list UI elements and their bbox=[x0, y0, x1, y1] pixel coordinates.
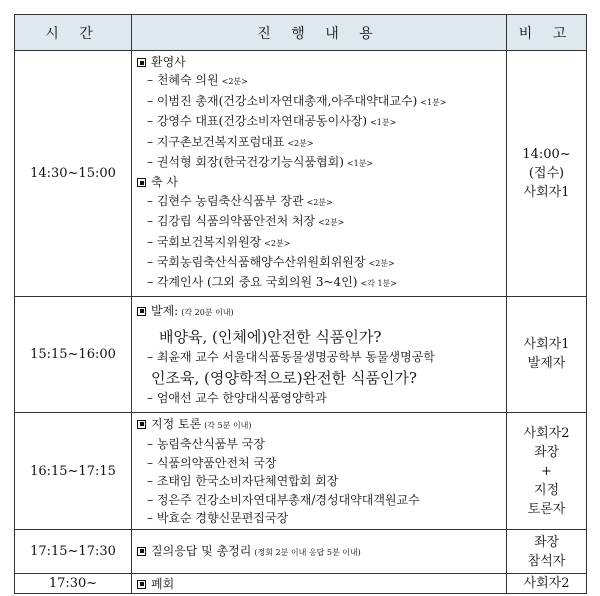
checkbox-square-icon bbox=[137, 178, 146, 187]
table-row bbox=[15, 530, 587, 574]
program-cell bbox=[132, 412, 507, 529]
section-heading: 환영사 bbox=[137, 53, 502, 71]
list-item: – 조태임 한국소비자단체연합회 회장 bbox=[147, 474, 339, 489]
note-cell: 좌장 참석자 bbox=[507, 530, 587, 574]
presentation-topic: 배양육, (인체에)안전한 식품인가? bbox=[159, 328, 382, 347]
section-heading: 폐회 bbox=[137, 575, 502, 593]
list-item: – 각계인사 (그외 중요 국회의원 3~4인) <각 1분> bbox=[147, 275, 397, 290]
header-row bbox=[15, 15, 587, 51]
table-row bbox=[15, 296, 587, 412]
time-cell: 16:15~17:15 bbox=[15, 412, 132, 529]
note-cell: 사회자2 bbox=[507, 574, 587, 594]
checkbox-square-icon bbox=[137, 307, 146, 316]
list-item: – 이범진 총재(건강소비자연대총재,아주대약대교수) <1분> bbox=[147, 93, 447, 108]
section-heading: 지정 토론 (각 5분 이내) bbox=[137, 415, 502, 435]
note-cell: 사회자2 좌장 + 지정 토론자 bbox=[507, 412, 587, 529]
list-item: – 천혜숙 의원 <2분> bbox=[147, 73, 248, 88]
table-row bbox=[15, 51, 587, 297]
list-item: – 국회보건복지위원장 <2분> bbox=[147, 234, 291, 249]
presenter: – 엄애선 교수 한양대식품영양학과 bbox=[147, 390, 327, 405]
time-cell: 15:15~16:00 bbox=[15, 296, 132, 412]
table-row bbox=[15, 574, 587, 594]
schedule-table bbox=[14, 14, 587, 594]
list-item: – 농림축산식품부 국장 bbox=[147, 437, 265, 452]
section-heading: 질의응답 및 총정리 (정회 2분 이내 응답 5분 이내) bbox=[137, 542, 502, 562]
time-cell: 17:15~17:30 bbox=[15, 530, 132, 574]
list-item: – 김현수 농림축산식품부 장관 <2분> bbox=[147, 193, 333, 208]
time-cell: 14:30~15:00 bbox=[15, 51, 132, 297]
header-program: 진 행 내 용 bbox=[132, 15, 507, 51]
program-schedule bbox=[14, 14, 586, 594]
list-item: – 정은주 건강소비자연대부총재/경성대약대객원교수 bbox=[147, 492, 420, 507]
presentation-topic: 인조육, (영양학적으로)완전한 식품인가? bbox=[151, 368, 417, 387]
checkbox-square-icon bbox=[137, 420, 146, 429]
list-item: – 국회농림축산식품해양수산위원회위원장 <2분> bbox=[147, 255, 395, 270]
list-item: – 강영수 대표(건강소비자연대공동이사장) <1분> bbox=[147, 114, 397, 129]
list-item: – 박효순 경향신문편집국장 bbox=[147, 510, 289, 525]
note-cell: 14:00~ (접수) 사회자1 bbox=[507, 51, 587, 297]
section-heading: 축 사 bbox=[137, 173, 502, 191]
note-cell: 사회자1 발제자 bbox=[507, 296, 587, 412]
list-item: – 권석형 회장(한국건강기능식품협회) <1분> bbox=[147, 155, 374, 170]
list-item: – 식품의약품안전처 국장 bbox=[147, 455, 277, 470]
header-time: 시 간 bbox=[15, 15, 132, 51]
checkbox-square-icon bbox=[137, 547, 146, 556]
program-cell bbox=[132, 296, 507, 412]
program-cell bbox=[132, 51, 507, 297]
section-heading: 발제: (각 20분 이내) bbox=[137, 302, 502, 322]
checkbox-square-icon bbox=[137, 580, 146, 589]
program-cell bbox=[132, 574, 507, 594]
program-cell bbox=[132, 530, 507, 574]
checkbox-square-icon bbox=[137, 58, 146, 67]
presenter: – 최윤재 교수 서울대식품동물생명공학부 동물생명공학 bbox=[147, 350, 435, 365]
list-item: – 지구촌보건복지포럼대표 <2분> bbox=[147, 134, 314, 149]
table-row bbox=[15, 412, 587, 529]
header-note: 비 고 bbox=[507, 15, 587, 51]
list-item: – 김강립 식품의약품안전처 처장 <2분> bbox=[147, 214, 345, 229]
time-cell: 17:30~ bbox=[15, 574, 132, 594]
